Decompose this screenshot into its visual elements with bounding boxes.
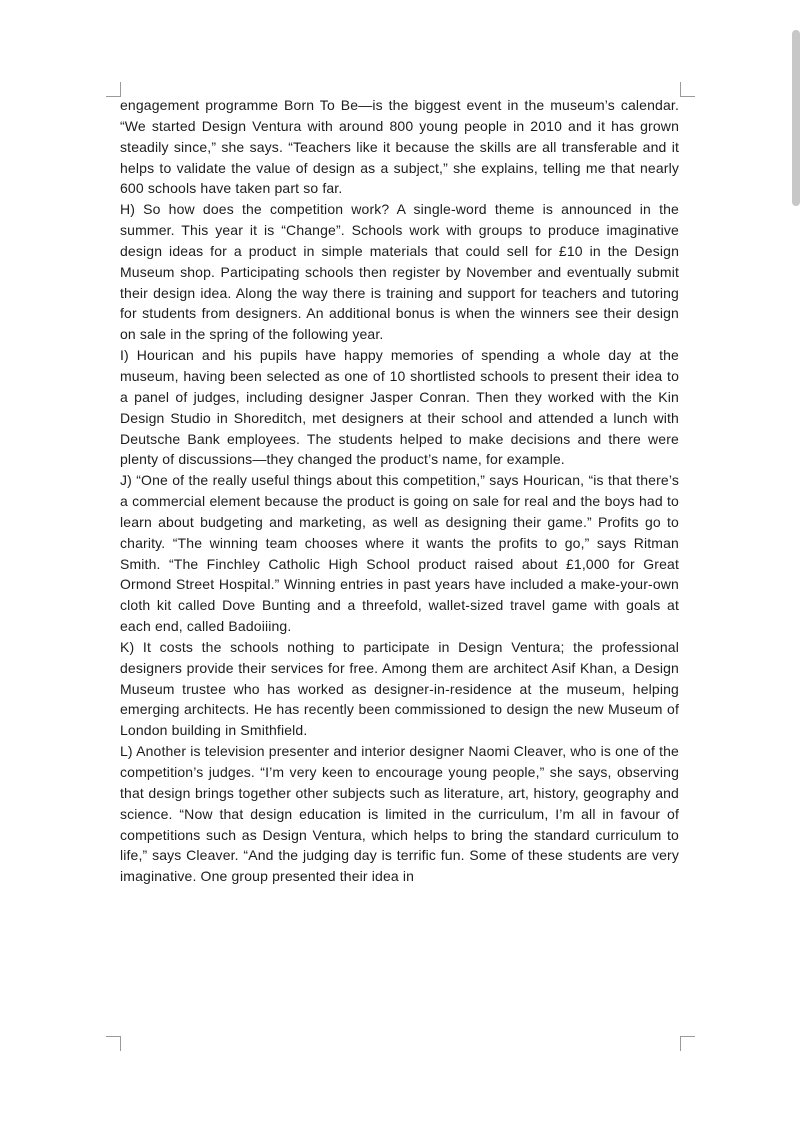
paragraph-l: L) Another is television presenter and interior designer Naomi Cleaver, who is one of the competition’s judges. “I’m very keen to encourage young people,” she says, observing that design brings together other subjects such as literature, art, history, geography and science. “Now that design education is limited in the curriculum, I’m all in favour of competitions such as Design Ventura, which helps to bring the standard curriculum to life,” says Cleaver. “And the judging day is terrific fun. Some of these students are very imaginative. One group presented their idea in — [120, 743, 679, 885]
paragraph-h: H) So how does the competition work? A single-word theme is announced in the summer. This year it is “Change”. Schools work with groups to produce imaginative design ideas for a product in simple materials that could sell for £10 in the Design Museum shop. Participating schools then register by November and eventually submit their design idea. Along the way there is training and support for teachers and tutoring for students from designers. An additional bonus is when the winners see their design on sale in the spring of the following year. — [120, 201, 679, 343]
crop-mark-top-left — [106, 82, 121, 97]
crop-mark-bottom-left — [106, 1036, 121, 1051]
crop-mark-bottom-right — [680, 1036, 695, 1051]
vertical-scrollbar[interactable] — [792, 30, 800, 206]
paragraph-g-continued: engagement programme Born To Be—is the biggest event in the museum’s calendar. “We started Design Ventura with around 800 young people in 2010 and it has grown steadily since,” she says. “Teachers like it because the skills are all transferable and it helps to validate the value of design as a subject,” she explains, telling me that nearly 600 schools have taken part so far. — [120, 97, 679, 197]
paragraph-i: I) Hourican and his pupils have happy memories of spending a whole day at the museum, having been selected as one of 10 shortlisted schools to present their idea to a panel of judges, including designer Jasper Conran. Then they worked with the Kin Design Studio in Shoreditch, met designers at their school and attended a lunch with Deutsche Bank employees. The students helped to make decisions and there were plenty of discussions—they changed the product’s name, for example. — [120, 347, 679, 468]
paragraph-k: K) It costs the schools nothing to participate in Design Ventura; the professional designers provide their services for free. Among them are architect Asif Khan, a Design Museum trustee who has worked as designer-in-residence at the museum, helping emerging architects. He has recently been commissioned to design the new Museum of London building in Smithfield. — [120, 638, 679, 739]
crop-mark-top-right — [680, 82, 695, 97]
paragraph-j: J) “One of the really useful things about this competition,” says Hourican, “is that there’s a commercial element because the product is going on sale for real and the boys had to learn about budgeting and marketing, as well as designing their game.” Profits go to charity. “The winning team chooses where it wants the profits to go,” says Ritman Smith. “The Finchley Catholic High School product raised about £1,000 for Great Ormond Street Hospital.” Winning entries in past years have included a make-your-own cloth kit called Dove Bunting and a threefold, wallet-sized travel game with goals at each end, called Badoiiing. — [120, 472, 679, 635]
document-body — [120, 95, 679, 887]
